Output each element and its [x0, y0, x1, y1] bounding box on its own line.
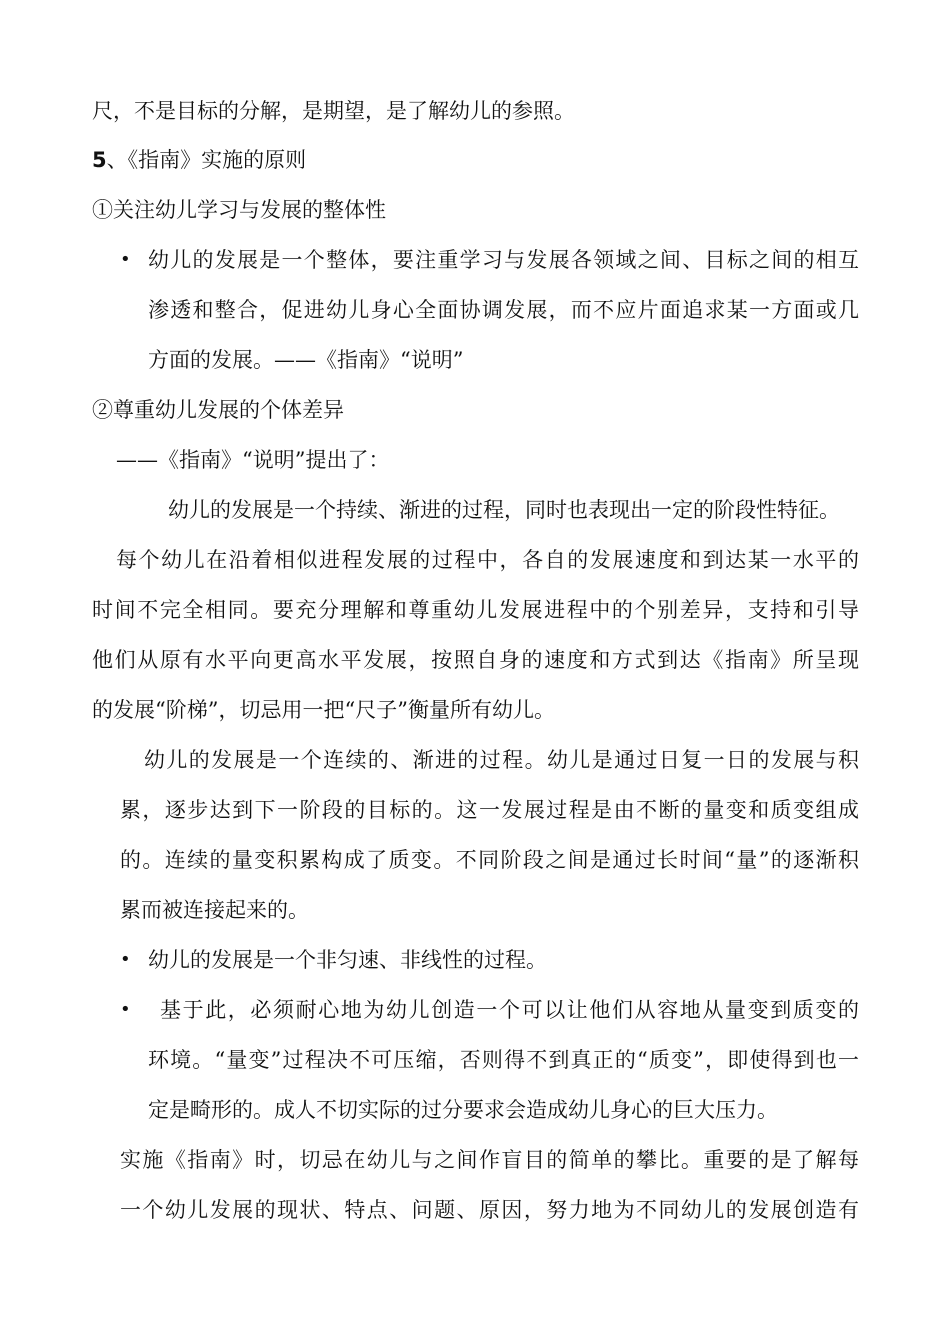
bullet-icon: •: [120, 999, 131, 1020]
bullet-text-line: 定是畸形的。成人不切实际的过分要求会造成幼儿身心的巨大压力。: [148, 1098, 778, 1122]
paragraph-line: 累而被连接起来的。: [120, 898, 309, 922]
paragraph-line: 的。连续的量变积累构成了质变。不同阶段之间是通过长时间“量”的逐渐积: [120, 848, 859, 872]
bullet-text-line: 方面的发展。——《指南》“说明”: [148, 348, 464, 372]
section-number: 5: [92, 148, 107, 172]
paragraph-line: 累，逐步达到下一阶段的目标的。这一发展过程是由不断的量变和质变组成: [120, 798, 859, 822]
bullet-text-line: 幼儿的发展是一个整体，要注重学习与发展各领域之间、目标之间的相互: [148, 248, 859, 272]
subheading-2: ②尊重幼儿发展的个体差异: [92, 398, 344, 422]
subheading-1: ①关注幼儿学习与发展的整体性: [92, 198, 386, 222]
bullet-text-line: 环境。“量变”过程决不可压缩，否则得不到真正的“质变”，即使得到也一: [148, 1048, 859, 1072]
paragraph-line: 的发展“阶梯”，切忌用一把“尺子”衡量所有幼儿。: [92, 698, 555, 722]
paragraph-line: 幼儿的发展是一个连续的、渐进的过程。幼儿是通过日复一日的发展与积: [144, 748, 859, 772]
bullet-text-line: 幼儿的发展是一个非匀速、非线性的过程。: [148, 948, 547, 972]
bullet-icon: •: [120, 949, 131, 970]
paragraph-line: 一个幼儿发展的现状、特点、问题、原因，努力地为不同幼儿的发展创造有: [120, 1198, 859, 1222]
text-line-1: 尺，不是目标的分解，是期望，是了解幼儿的参照。: [92, 99, 575, 123]
section-heading-text: 、《指南》实施的原则: [106, 148, 307, 172]
bullet-text-line: 渗透和整合，促进幼儿身心全面协调发展，而不应片面追求某一方面或几: [148, 298, 859, 322]
paragraph-line: 时间不完全相同。要充分理解和尊重幼儿发展进程中的个别差异，支持和引导: [92, 598, 859, 622]
quote-intro: ——《指南》“说明”提出了：: [116, 448, 390, 472]
paragraph-line: 幼儿的发展是一个持续、渐进的过程，同时也表现出一定的阶段性特征。: [168, 498, 840, 522]
section-heading-5: [92, 146, 306, 174]
bullet-text-line: 基于此，必须耐心地为幼儿创造一个可以让他们从容地从量变到质变的: [160, 998, 859, 1022]
paragraph-line: 他们从原有水平向更高水平发展，按照自身的速度和方式到达《指南》所呈现: [92, 648, 859, 672]
bullet-icon: •: [120, 249, 131, 270]
paragraph-line: 实施《指南》时，切忌在幼儿与之间作盲目的简单的攀比。重要的是了解每: [120, 1148, 859, 1172]
paragraph-line: 每个幼儿在沿着相似进程发展的过程中，各自的发展速度和到达某一水平的: [116, 548, 859, 572]
